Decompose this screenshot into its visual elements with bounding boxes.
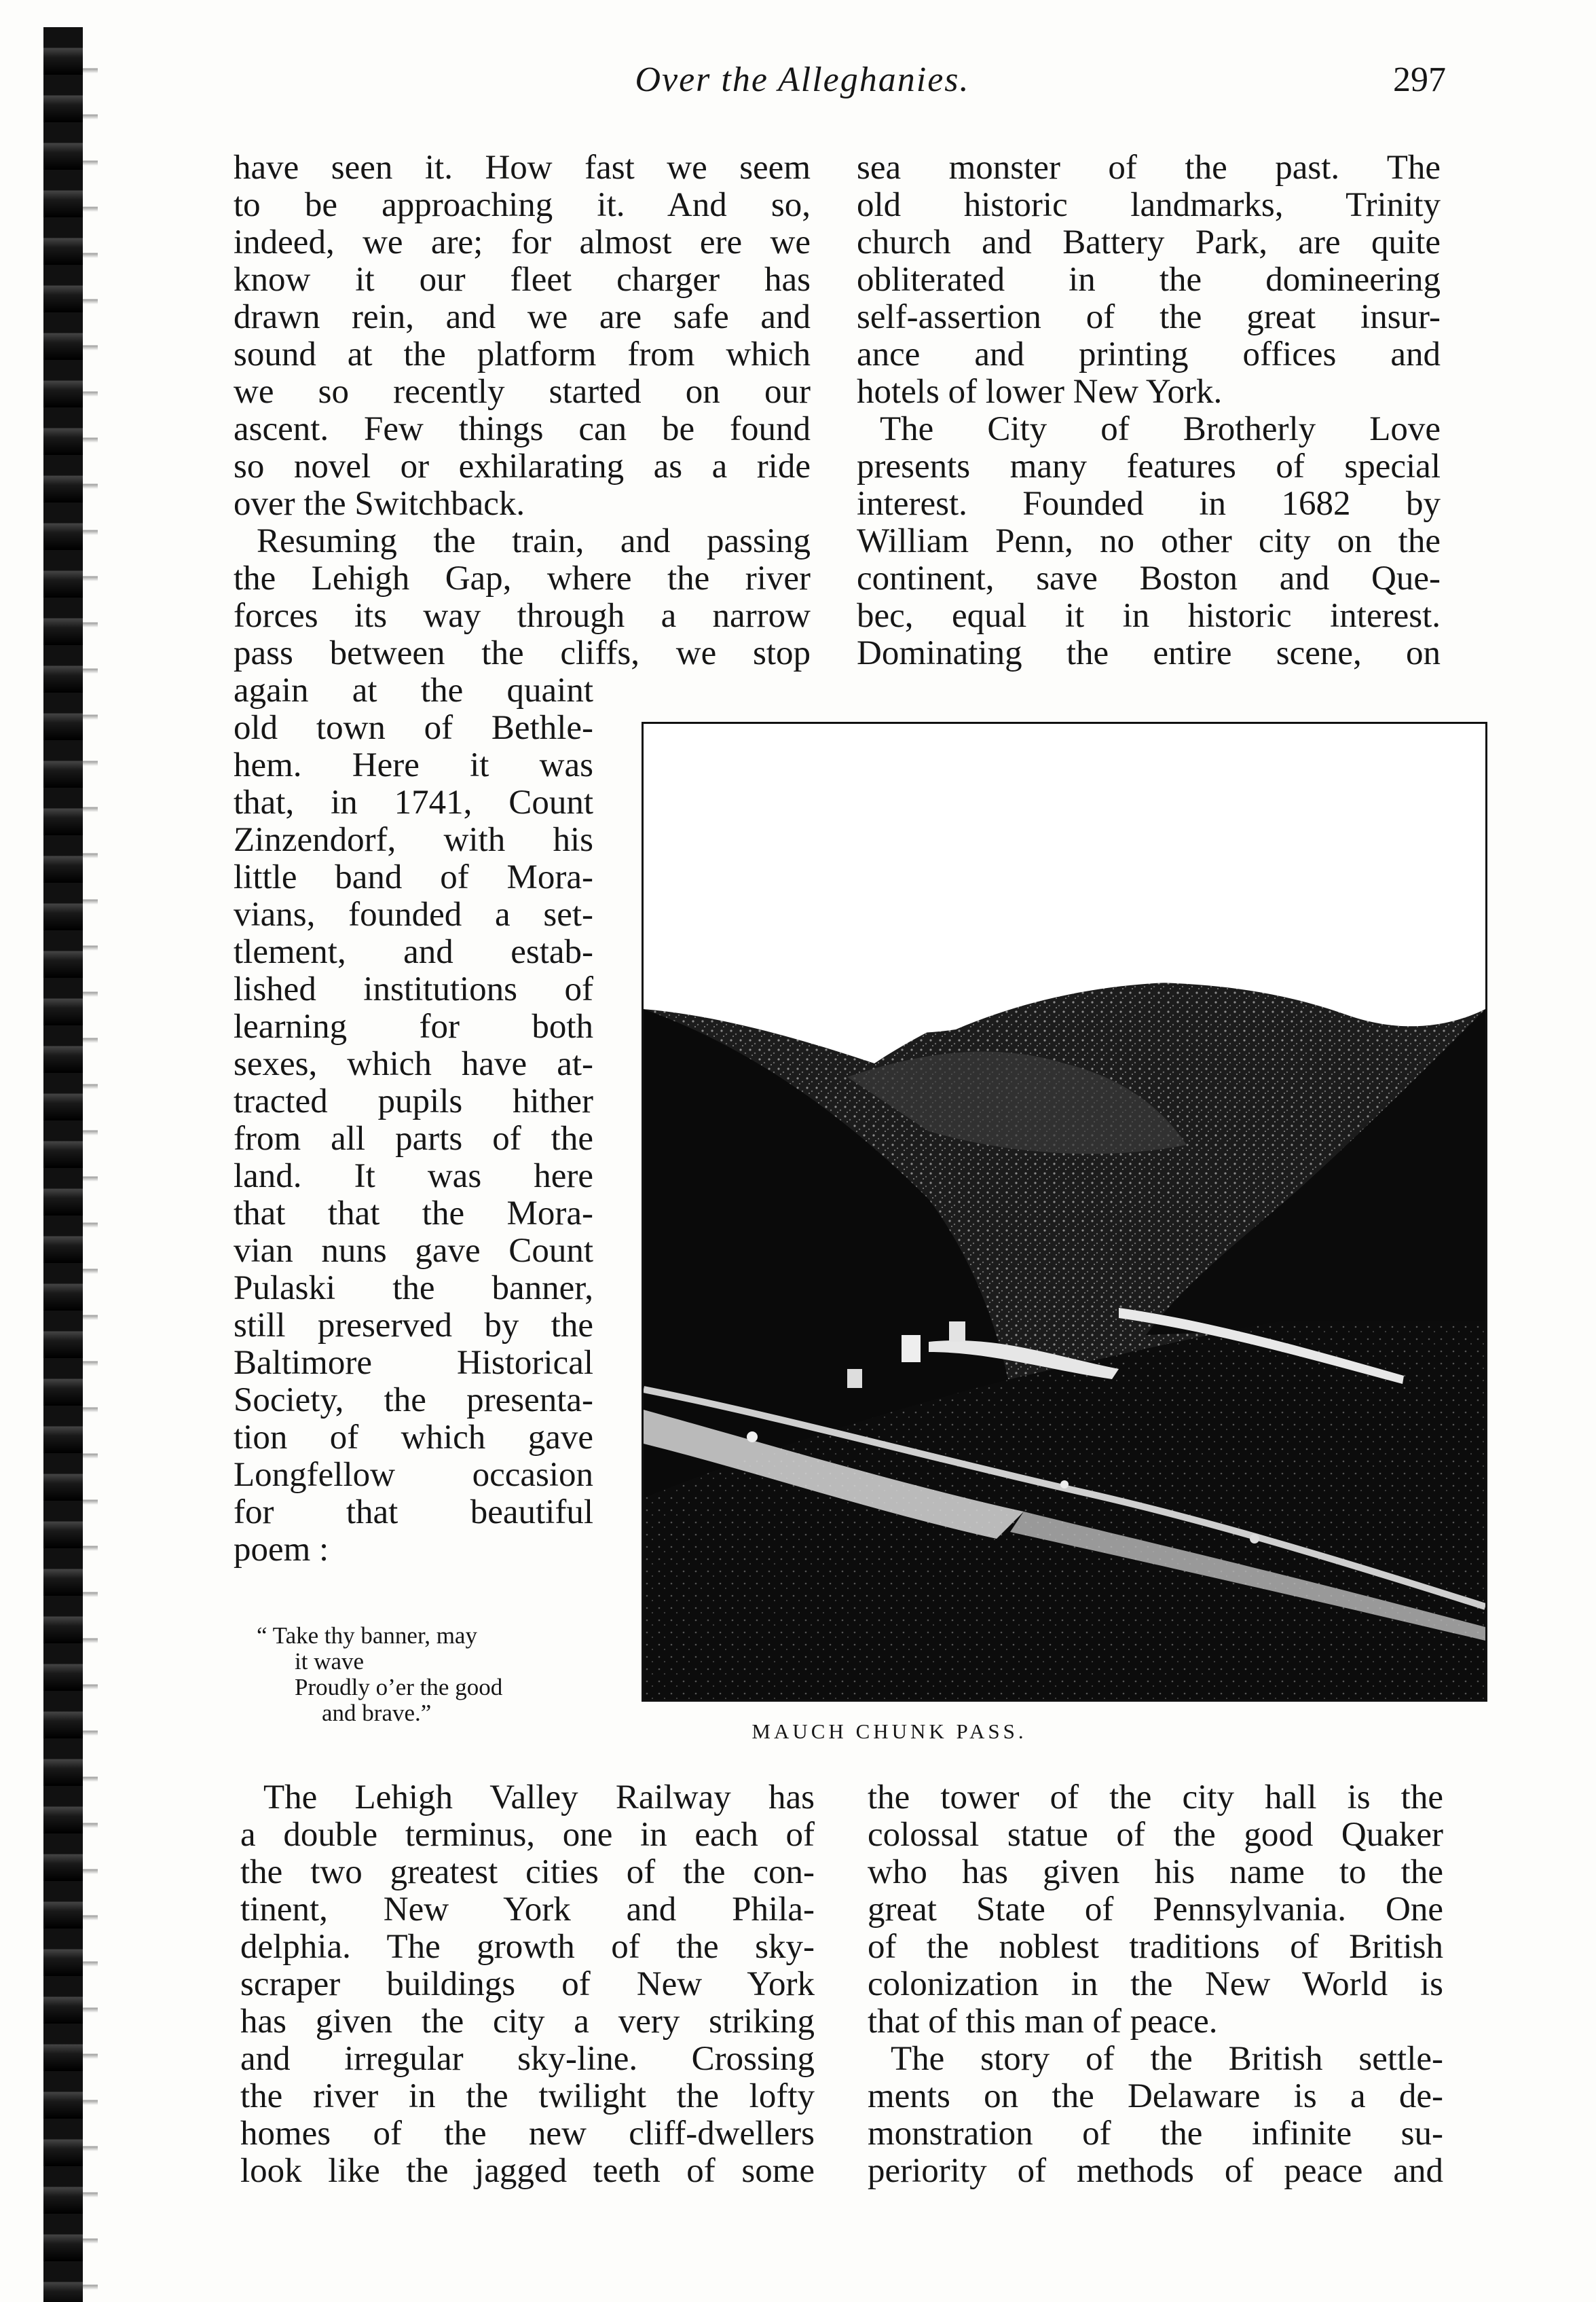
quote-line: Proudly o’er the good bbox=[295, 1674, 503, 1700]
text-line: The City of Brotherly Love bbox=[880, 410, 1441, 448]
text-line: church and Battery Park, are quite bbox=[857, 223, 1441, 261]
text-line: learning for both bbox=[234, 1008, 593, 1046]
paragraph-left-top bbox=[234, 149, 811, 523]
paragraph-right-top bbox=[857, 149, 1441, 411]
text-line: tlement, and estab- bbox=[234, 933, 593, 971]
text-line: ments on the Delaware is a de- bbox=[868, 2077, 1443, 2115]
paragraph-lehigh-valley-railway bbox=[240, 1779, 815, 2190]
text-line: from all parts of the bbox=[234, 1120, 593, 1158]
text-line: ance and printing offices and bbox=[857, 335, 1441, 373]
text-line: sea monster of the past. The bbox=[857, 149, 1441, 187]
text-line: continent, save Boston and Que- bbox=[857, 560, 1441, 598]
text-line: sexes, which have at- bbox=[234, 1045, 593, 1083]
text-line: hotels of lower New York. bbox=[857, 373, 1223, 411]
text-line: so novel or exhilarating as a ride bbox=[234, 447, 811, 486]
paragraph-city-hall bbox=[868, 1779, 1443, 2041]
quote-line: it wave bbox=[295, 1648, 365, 1675]
text-line: delphia. The growth of the sky- bbox=[240, 1928, 815, 1966]
text-line: The Lehigh Valley Railway has bbox=[263, 1778, 815, 1816]
longfellow-quote bbox=[257, 1623, 610, 1726]
page-header bbox=[231, 60, 1446, 114]
text-line: William Penn, no other city on the bbox=[857, 522, 1441, 560]
text-line: lished institutions of bbox=[234, 970, 593, 1008]
book-spine-shadow bbox=[43, 27, 83, 2302]
text-line: great State of Pennsylvania. One bbox=[868, 1890, 1443, 1929]
text-line: homes of the new cliff-dwellers bbox=[240, 2115, 815, 2153]
text-line: interest. Founded in 1682 by bbox=[857, 485, 1441, 523]
text-line: old town of Bethle- bbox=[234, 709, 593, 747]
text-line: land. It was here bbox=[234, 1157, 593, 1195]
text-line: look like the jagged teeth of some bbox=[240, 2152, 815, 2190]
text-line: again at the quaint bbox=[234, 672, 593, 710]
text-line: poem : bbox=[234, 1531, 329, 1569]
text-line: we so recently started on our bbox=[234, 373, 811, 411]
figure-caption: MAUCH CHUNK PASS. bbox=[751, 1719, 1027, 1743]
text-line: Baltimore Historical bbox=[234, 1344, 593, 1382]
text-line: colonization in the New World is bbox=[868, 1965, 1443, 2003]
text-line: sound at the platform from which bbox=[234, 335, 811, 373]
text-line: Resuming the train, and passing bbox=[257, 522, 811, 560]
text-line: pass between the cliffs, we stop bbox=[234, 634, 811, 672]
text-line: tion of which gave bbox=[234, 1419, 593, 1457]
text-line: presents many features of special bbox=[857, 447, 1441, 486]
text-line: colossal statue of the good Quaker bbox=[868, 1816, 1443, 1854]
mauch-chunk-photo bbox=[642, 722, 1487, 1702]
text-line: know it our fleet charger has bbox=[234, 261, 811, 299]
text-line: little band of Mora- bbox=[234, 858, 593, 896]
text-line: that that the Mora- bbox=[234, 1194, 593, 1232]
text-line: Dominating the entire scene, on bbox=[857, 634, 1441, 672]
text-line: bec, equal it in historic interest. bbox=[857, 597, 1441, 635]
text-line: a double terminus, one in each of bbox=[240, 1816, 815, 1854]
text-line: obliterated in the domineering bbox=[857, 261, 1441, 299]
text-line: to be approaching it. And so, bbox=[234, 186, 811, 224]
text-line: vian nuns gave Count bbox=[234, 1232, 593, 1270]
running-title: Over the Alleghanies. bbox=[635, 60, 970, 99]
text-line: tinent, New York and Phila- bbox=[240, 1890, 815, 1929]
text-line: forces its way through a narrow bbox=[234, 597, 811, 635]
text-line: the two greatest cities of the con- bbox=[240, 1853, 815, 1891]
text-line: over the Switchback. bbox=[234, 485, 525, 523]
page-edge-shadow bbox=[83, 27, 98, 2302]
text-line: still preserved by the bbox=[234, 1307, 593, 1345]
text-line: hem. Here it was bbox=[234, 746, 593, 784]
text-line: for that beautiful bbox=[234, 1493, 593, 1531]
text-line: that, in 1741, Count bbox=[234, 784, 593, 822]
mountain-illustration bbox=[644, 724, 1485, 1700]
text-line: the tower of the city hall is the bbox=[868, 1778, 1443, 1816]
text-line: has given the city a very striking bbox=[240, 2003, 815, 2041]
text-line: old historic landmarks, Trinity bbox=[857, 186, 1441, 224]
text-line: tracted pupils hither bbox=[234, 1082, 593, 1120]
text-line: The story of the British settle- bbox=[891, 2040, 1443, 2078]
text-line: the river in the twilight the lofty bbox=[240, 2077, 815, 2115]
text-line: periority of methods of peace and bbox=[868, 2152, 1443, 2190]
text-line: of the noblest traditions of British bbox=[868, 1928, 1443, 1966]
quote-line: “ Take thy banner, may bbox=[257, 1622, 477, 1649]
text-line: who has given his name to the bbox=[868, 1853, 1443, 1891]
quote-line: and brave.” bbox=[322, 1700, 432, 1726]
text-line: vians, founded a set- bbox=[234, 896, 593, 934]
paragraph-delaware-settlements bbox=[868, 2041, 1443, 2190]
text-line: ascent. Few things can be found bbox=[234, 410, 811, 448]
text-line: Zinzendorf, with his bbox=[234, 821, 593, 859]
text-line: monstration of the infinite su- bbox=[868, 2115, 1443, 2153]
text-line: Society, the presenta- bbox=[234, 1381, 593, 1419]
text-line: have seen it. How fast we seem bbox=[234, 149, 811, 187]
paragraph-brotherly-love bbox=[857, 411, 1441, 672]
text-line: indeed, we are; for almost ere we bbox=[234, 223, 811, 261]
text-line: and irregular sky-line. Crossing bbox=[240, 2040, 815, 2078]
page-number: 297 bbox=[1393, 60, 1446, 99]
paragraph-lehigh-gap bbox=[234, 523, 811, 672]
text-line: self-assertion of the great insur- bbox=[857, 298, 1441, 336]
text-line: the Lehigh Gap, where the river bbox=[234, 560, 811, 598]
text-line: Longfellow occasion bbox=[234, 1456, 593, 1494]
text-line: drawn rein, and we are safe and bbox=[234, 298, 811, 336]
text-line: Pulaski the banner, bbox=[234, 1269, 593, 1307]
paragraph-bethlehem bbox=[234, 672, 593, 1569]
text-line: scraper buildings of New York bbox=[240, 1965, 815, 2003]
text-line: that of this man of peace. bbox=[868, 2003, 1218, 2041]
